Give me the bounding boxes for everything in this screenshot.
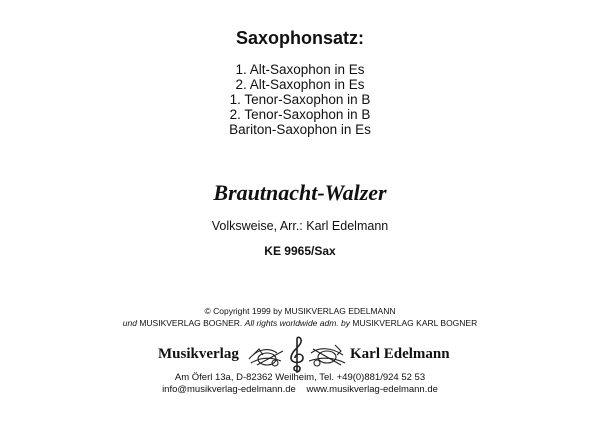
arrangement-credit: Volksweise, Arr.: Karl Edelmann — [211, 219, 389, 233]
publisher-logo — [150, 335, 450, 375]
instrument-item: 2. Tenor-Saxophon in B — [229, 107, 371, 122]
instrument-item: 2. Alt-Saxophon in Es — [235, 77, 365, 92]
website-link[interactable]: www.musikverlag-edelmann.de — [306, 384, 438, 395]
publisher-address — [0, 372, 600, 396]
instrument-list — [0, 62, 600, 137]
catalog-number: KE 9965/Sax — [264, 244, 336, 258]
piece-title: Brautnacht-Walzer — [213, 180, 387, 205]
logo-text-left: Musikverlag — [158, 346, 239, 362]
instrument-item: Bariton-Saxophon in Es — [229, 122, 371, 137]
street-address: Am Öferl 13a, D-82362 Weilheim, Tel. +49(0)881/924 52 53 — [174, 372, 426, 383]
instrument-item: 1. Tenor-Saxophon in B — [229, 92, 371, 107]
section-heading: Saxophonsatz: — [235, 28, 364, 48]
treble-clef-icon — [245, 335, 350, 375]
logo-text-right: Karl Edelmann — [350, 346, 450, 362]
copyright-line-2: und MUSIKVERLAG BOGNER. All rights worldwide adm. by MUSIKVERLAG KARL BOGNER — [122, 318, 478, 328]
contact-line — [0, 384, 600, 396]
copyright-line-1: © Copyright 1999 by MUSIKVERLAG EDELMANN — [204, 306, 396, 316]
copyright-notice — [0, 305, 600, 329]
email-link[interactable]: info@musikverlag-edelmann.de — [162, 384, 296, 395]
instrument-item: 1. Alt-Saxophon in Es — [235, 62, 365, 77]
